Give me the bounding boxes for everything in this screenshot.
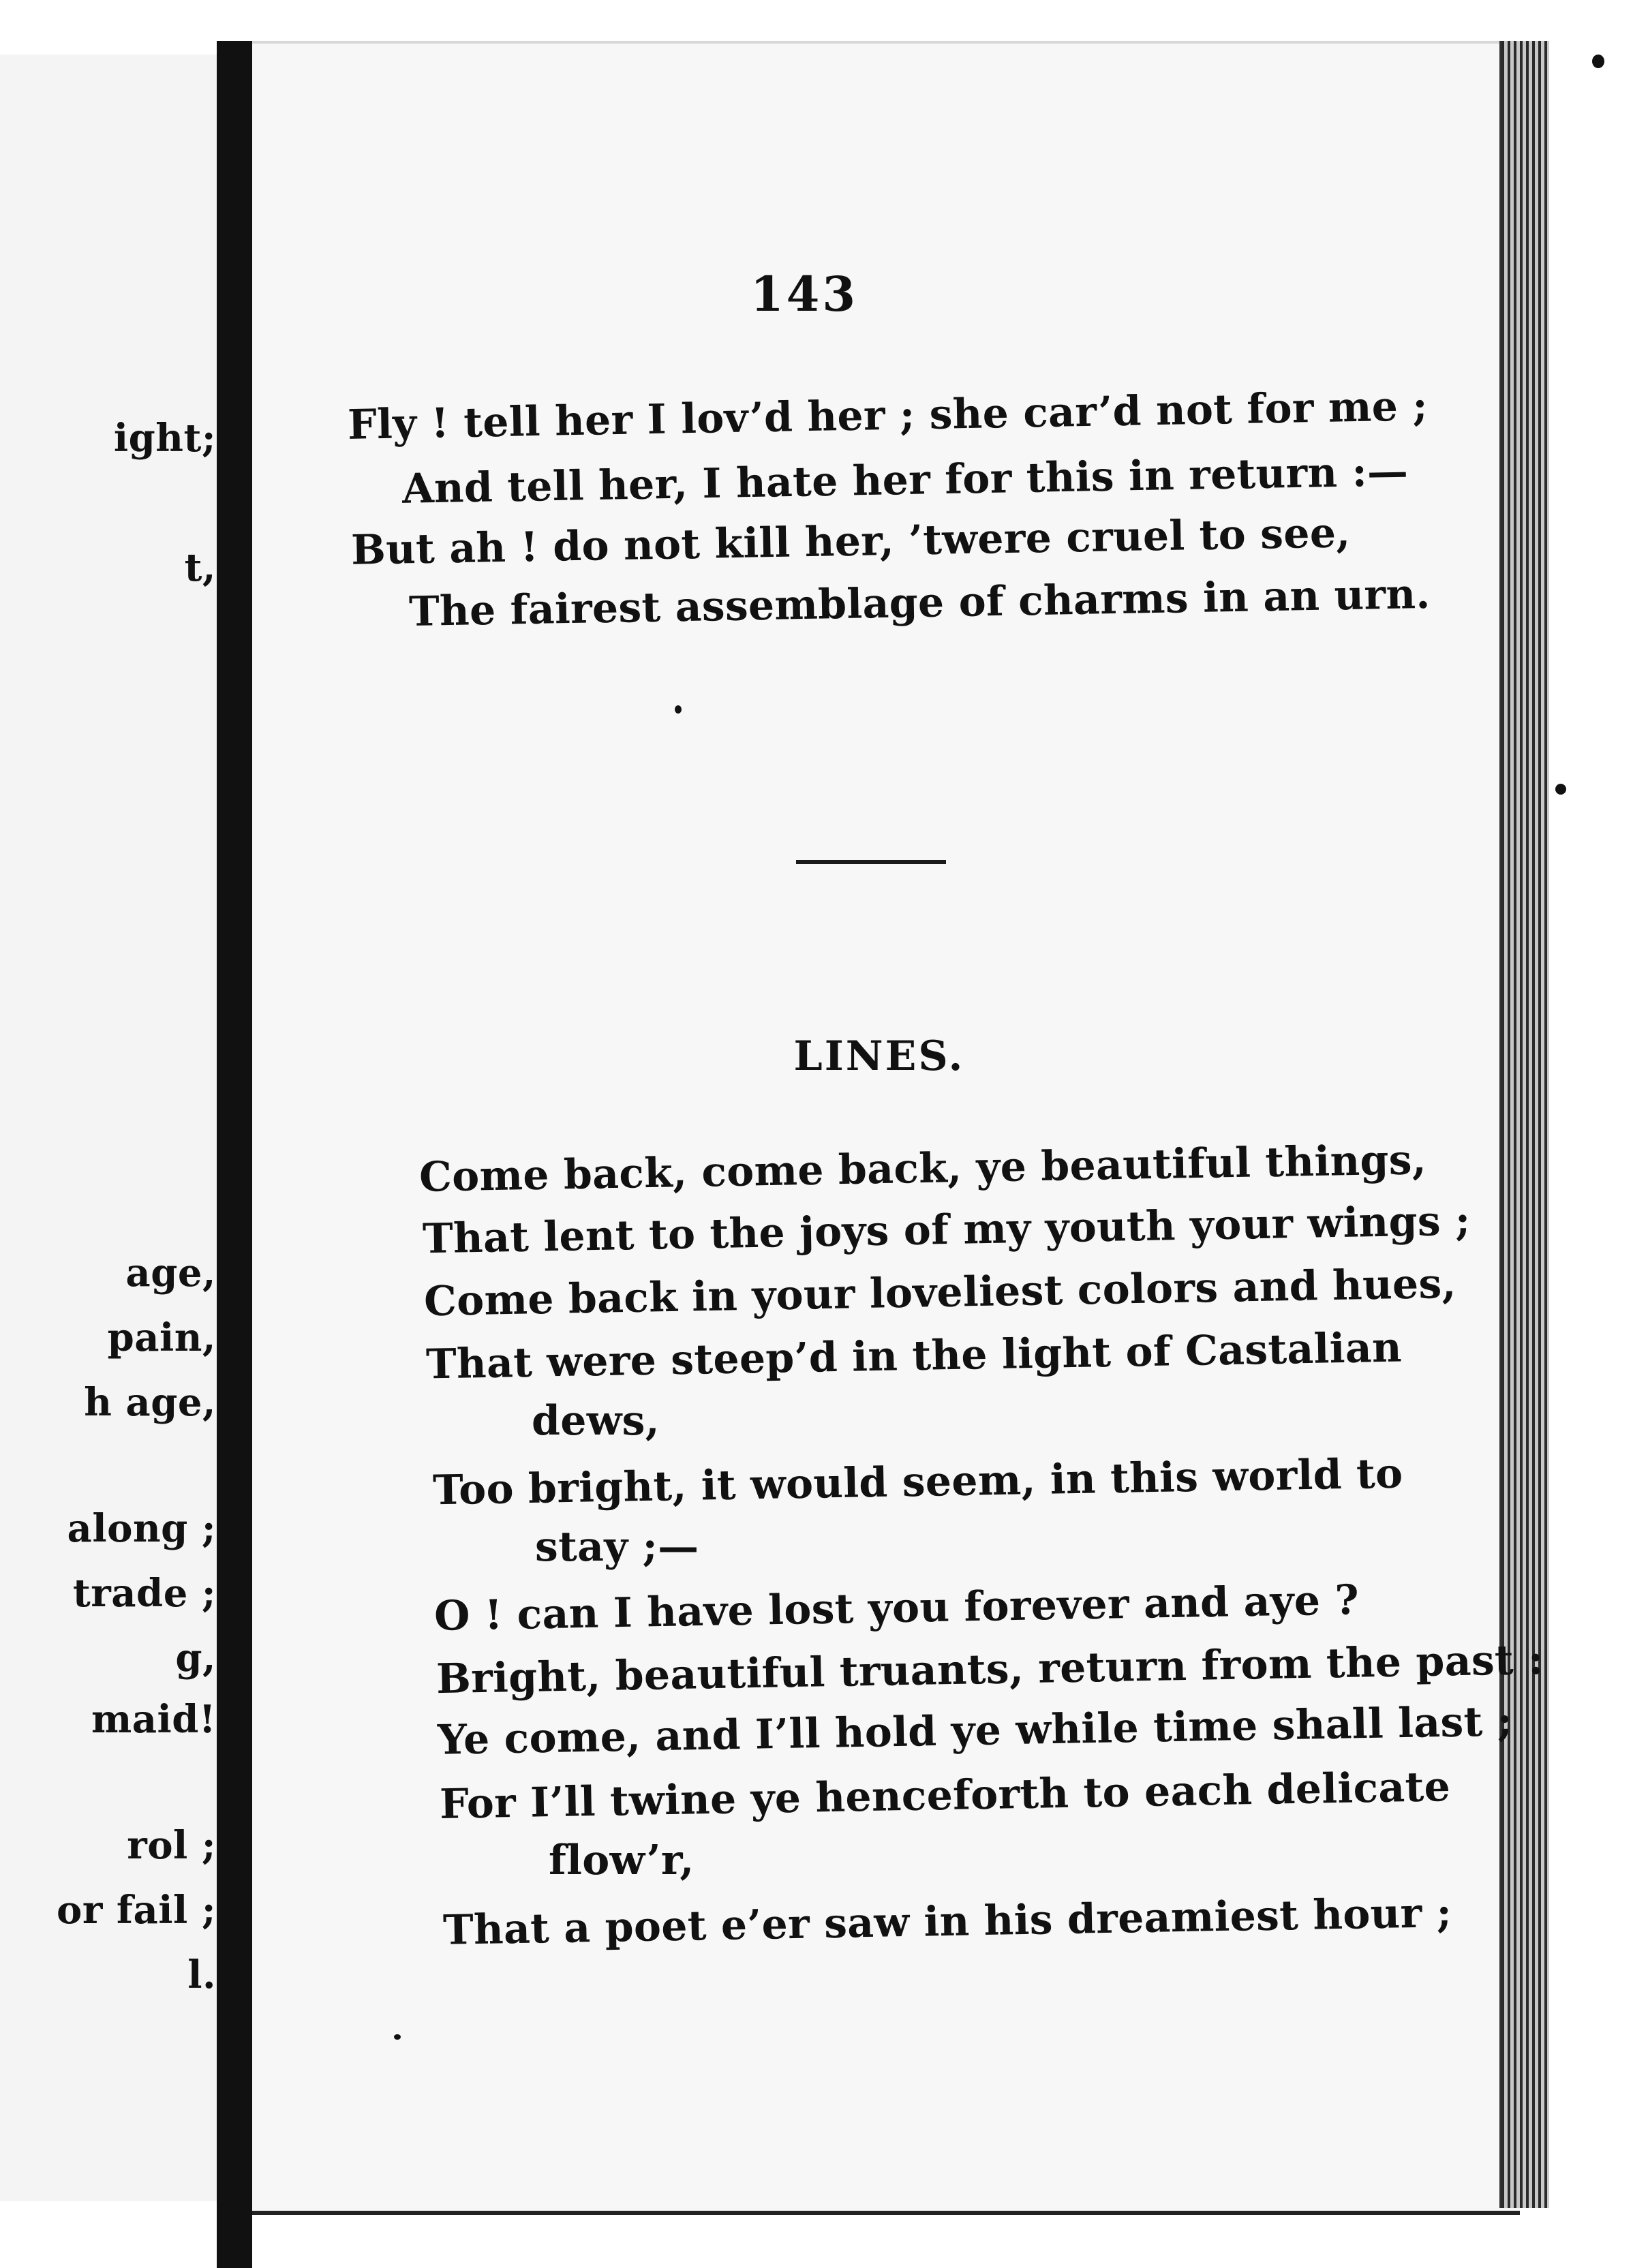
left-page-fragment: t, — [184, 545, 216, 590]
left-page-fragment: rol ; — [127, 1823, 216, 1868]
page-number: 143 — [750, 266, 859, 322]
verse-line: For I’ll twine ye henceforth to each delicate — [439, 1763, 1451, 1828]
ink-speck — [675, 705, 682, 714]
left-page-fragment: g, — [175, 1636, 216, 1681]
section-title: LINES. — [793, 1032, 965, 1080]
verse-line: Too bright, it would seem, in this world to — [432, 1450, 1404, 1515]
verse-line: That lent to the joys of my youth your wings ; — [422, 1197, 1471, 1263]
verse-line: Fly ! tell her I lov’d her ; she car’d not for me ; — [347, 382, 1429, 449]
left-page-fragment: h age, — [84, 1380, 216, 1425]
section-divider — [796, 860, 946, 864]
verse-line: O ! can I have lost you forever and aye ? — [433, 1576, 1360, 1640]
verse-line: That a poet e’er saw in his dreamiest hour ; — [442, 1889, 1452, 1955]
verse-line: But ah ! do not kill her, ’twere cruel to see, — [350, 509, 1351, 574]
main-page — [252, 41, 1520, 2215]
verse-line: Ye come, and I’ll hold ye while time shall last ; — [437, 1698, 1513, 1764]
left-page — [0, 55, 239, 2201]
verse-line: That were steep’d in the light of Castalian — [425, 1323, 1403, 1389]
left-page-fragment: l. — [187, 1952, 216, 1997]
ink-speck — [1555, 784, 1566, 795]
left-page-fragment: along ; — [67, 1506, 216, 1551]
left-page-fragment: pain, — [107, 1315, 216, 1360]
verse-line: And tell her, I hate her for this in return :— — [401, 448, 1409, 513]
verse-line-continuation: stay ;— — [535, 1523, 699, 1571]
left-page-fragment: maid! — [91, 1697, 216, 1742]
verse-line: The fairest assemblage of charms in an urn. — [408, 570, 1431, 637]
left-page-fragment: age, — [125, 1251, 216, 1296]
verse-line: Come back in your loveliest colors and hues, — [423, 1259, 1457, 1326]
ink-speck — [394, 2034, 401, 2040]
verse-line-continuation: dews, — [532, 1397, 660, 1445]
verse-line-continuation: flow’r, — [549, 1837, 695, 1884]
verse-line: Come back, come back, ye beautiful things, — [418, 1136, 1427, 1201]
verse-line: Bright, beautiful truants, return from the past : — [436, 1636, 1544, 1704]
left-page-fragment: trade ; — [72, 1571, 216, 1616]
left-page-fragment: ight; — [113, 416, 216, 461]
left-page-fragment: or fail ; — [57, 1888, 216, 1933]
page-edge — [1499, 41, 1549, 2208]
ink-speck — [1592, 55, 1604, 68]
book-gutter — [217, 41, 252, 2268]
